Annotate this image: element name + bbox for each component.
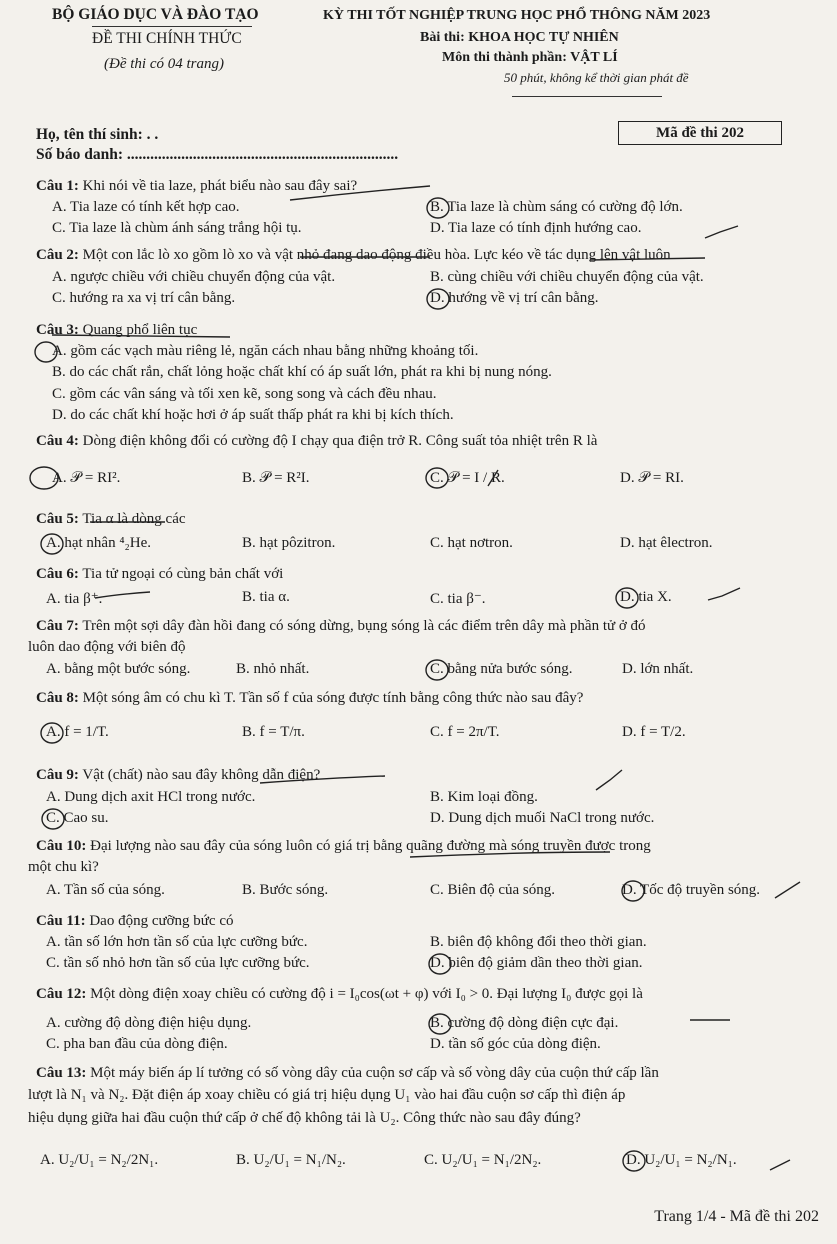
option: B. hạt pôzitron.: [242, 535, 336, 551]
question-number: Câu 9:: [36, 767, 79, 783]
answer-circle: [623, 1151, 645, 1171]
answer-circle: [616, 588, 638, 608]
option: B. Tia laze là chùm sáng có cường độ lớn.: [430, 199, 683, 215]
underline-mark: [590, 258, 705, 260]
option: D. tia X.: [620, 589, 672, 605]
option: B. 𝒫 = R²I.: [242, 470, 310, 486]
question-text: Dao động cưỡng bức có: [85, 913, 234, 929]
question-number: Câu 1:: [36, 178, 79, 194]
answer-circle: [429, 954, 451, 974]
option: A. Tia laze có tính kết hợp cao.: [52, 199, 240, 215]
option: B. cùng chiều với chiều chuyển động của vật.: [430, 269, 704, 285]
option: D. do các chất khí hoặc hơi ở áp suất thấp phát ra khi bị kích thích.: [52, 407, 454, 423]
option: C. pha ban đầu của dòng điện.: [46, 1036, 228, 1052]
answer-circle: [41, 534, 63, 554]
option: B. do các chất rắn, chất lỏng hoặc chất khí có áp suất lớn, phát ra khi bị nung nóng.: [52, 364, 552, 380]
answer-circle: [426, 468, 448, 488]
check-mark: [488, 470, 498, 486]
check-mark: [705, 226, 738, 238]
option: D. lớn nhất.: [622, 661, 694, 677]
option: D. biên độ giảm dần theo thời gian.: [430, 955, 643, 971]
answer-circle: [426, 660, 448, 680]
question-text: Trên một sợi dây đàn hồi đang có sóng dừng, bụng sóng là các điểm trên dây mà phần tử ở đó: [78, 618, 646, 634]
option: A. gồm các vạch màu riêng lẻ, ngăn cách nhau bằng những khoảng tối.: [52, 343, 479, 359]
question-text: Vật (chất) nào sau đây không dẫn điện?: [78, 767, 321, 783]
option: C. Cao su.: [46, 810, 109, 826]
option: D. Tia laze có tính định hướng cao.: [430, 220, 642, 236]
exam-code-box: Mã đề thi 202: [618, 121, 782, 145]
option: B. nhỏ nhất.: [236, 661, 310, 677]
question-number: Câu 4:: [36, 433, 79, 449]
question-number: Câu 11:: [36, 913, 86, 929]
option: C. hạt nơtron.: [430, 535, 513, 551]
option: A. cường độ dòng điện hiệu dụng.: [46, 1015, 252, 1031]
question-number: Câu 10:: [36, 838, 87, 854]
option: D. Tốc độ truyền sóng.: [622, 882, 761, 898]
question-10-cont: một chu kì?: [28, 859, 99, 875]
candidate-id-label: Số báo danh: ......................................................................: [36, 146, 399, 163]
option: A. hạt nhân ⁴₂He.: [46, 535, 152, 551]
ministry-name: BỘ GIÁO DỤC VÀ ĐÀO TẠO: [52, 6, 259, 23]
question-text: Khi nói về tia laze, phát biểu nào sau đây sai?: [78, 178, 358, 194]
time-note: 50 phút, không kể thời gian phát đề: [504, 70, 689, 85]
answer-circle: [427, 289, 449, 309]
underline-mark: [95, 592, 150, 598]
subject-area: Bài thi: KHOA HỌC TỰ NHIÊN: [420, 30, 619, 45]
question-number: Câu 13:: [36, 1065, 87, 1081]
option: C. Biên độ của sóng.: [430, 882, 555, 898]
option: D. 𝒫 = RI.: [620, 470, 684, 486]
underline-mark: [260, 776, 385, 783]
question-number: Câu 8:: [36, 690, 79, 706]
option: C. hướng ra xa vị trí cân bằng.: [52, 290, 236, 306]
underline-mark: [52, 335, 230, 337]
question-text: Một dòng điện xoay chiều có cường độ i = I₀cos(ωt + φ) với I₀ > 0. Đại lượng I₀ được gọi là: [86, 986, 643, 1002]
option: A. tần số lớn hơn tần số của lực cưỡng bức.: [46, 934, 308, 950]
subject-name: Môn thi thành phần: VẬT LÍ: [442, 50, 618, 65]
option: C. bằng nửa bước sóng.: [430, 661, 573, 677]
option: C. f = 2π/T.: [430, 724, 500, 740]
answer-circle: [622, 881, 644, 901]
option: A. tia β⁺.: [46, 591, 103, 607]
option: B. Bước sóng.: [242, 882, 329, 898]
official-label: ĐỀ THI CHÍNH THỨC: [92, 30, 242, 47]
option: C. Tia laze là chùm ánh sáng trắng hội tụ.: [52, 220, 302, 236]
option: A. U₂/U₁ = N₂/2N₁.: [40, 1152, 159, 1168]
option: C. tia β⁻.: [430, 591, 486, 607]
option: B. cường độ dòng điện cực đại.: [430, 1015, 619, 1031]
option: A. 𝒫 = RI².: [52, 470, 121, 486]
answer-circle: [41, 723, 63, 743]
answer-circle: [427, 198, 449, 218]
underline-mark: [290, 186, 430, 200]
page-footer: Trang 1/4 - Mã đề thi 202: [654, 1208, 819, 1225]
option: C. tần số nhỏ hơn tần số của lực cưỡng bức.: [46, 955, 310, 971]
pages-note: (Đề thi có 04 trang): [104, 56, 224, 72]
question-number: Câu 2:: [36, 247, 79, 263]
question-7-cont: luôn dao động với biên độ: [28, 639, 186, 655]
option: A. ngược chiều với chiều chuyển động của vật.: [52, 269, 336, 285]
option: D. U₂/U₁ = N₂/N₁.: [626, 1152, 737, 1168]
question-text: Một máy biến áp lí tưởng có số vòng dây của cuộn sơ cấp và số vòng dây của cuộn thứ cấp lần: [86, 1065, 659, 1081]
option: C. U₂/U₁ = N₁/2N₂.: [424, 1152, 542, 1168]
answer-circle: [35, 342, 57, 362]
question-13-cont: lượt là N₁ và N₂. Đặt điện áp xoay chiều có giá trị hiệu dụng U₁ vào hai đầu cuộn sơ cấp thì điện áp: [28, 1087, 626, 1103]
question-number: Câu 6:: [36, 566, 79, 582]
question-number: Câu 7:: [36, 618, 79, 634]
question-text: Tia α là dòng các: [78, 511, 186, 527]
option: D. tần số góc của dòng điện.: [430, 1036, 601, 1052]
option: A. Tần số của sóng.: [46, 882, 165, 898]
question-number: Câu 12:: [36, 986, 87, 1002]
check-mark: [775, 882, 800, 898]
question-text: Đại lượng nào sau đây của sóng luôn có giá trị bằng quãng đường mà sóng truyền được trong: [86, 838, 651, 854]
question-text: Quang phổ liên tục: [78, 322, 198, 338]
option: A. f = 1/T.: [46, 724, 109, 740]
option: C. gồm các vân sáng và tối xen kẽ, song song và cách đều nhau.: [52, 386, 437, 402]
option: D. hạt êlectron.: [620, 535, 713, 551]
option: A. Dung dịch axit HCl trong nước.: [46, 789, 256, 805]
underline-mark: [410, 852, 610, 857]
question-text: Tia tử ngoại có cùng bản chất với: [78, 566, 284, 582]
exam-title: KỲ THI TỐT NGHIỆP TRUNG HỌC PHỔ THÔNG NĂM 2023: [323, 8, 711, 23]
check-mark: [770, 1160, 790, 1170]
answer-circle: [42, 809, 64, 829]
option: D. f = T/2.: [622, 724, 686, 740]
candidate-name-label: Họ, tên thí sinh: . .: [36, 126, 159, 143]
option: B. U₂/U₁ = N₁/N₂.: [236, 1152, 346, 1168]
option: C. 𝒫 = I / R.: [430, 470, 505, 486]
option: D. Dung dịch muối NaCl trong nước.: [430, 810, 655, 826]
question-text: Dòng điện không đổi có cường độ I chạy qua điện trở R. Công suất tỏa nhiệt trên R là: [78, 433, 598, 449]
option: B. Kim loại đồng.: [430, 789, 538, 805]
question-text: Một sóng âm có chu kì T. Tần số f của sóng được tính bằng công thức nào sau đây?: [78, 690, 584, 706]
option: B. biên độ không đổi theo thời gian.: [430, 934, 647, 950]
question-text: Một con lắc lò xo gồm lò xo và vật nhỏ đang dao động điều hòa. Lực kéo về tác dụng lên vật luôn: [78, 247, 671, 263]
question-number: Câu 3:: [36, 322, 79, 338]
answer-circle: [30, 467, 58, 489]
option: A. bằng một bước sóng.: [46, 661, 191, 677]
check-mark: [708, 588, 740, 600]
answer-circle: [429, 1014, 451, 1034]
check-mark: [596, 770, 622, 790]
option: B. f = T/π.: [242, 724, 305, 740]
question-number: Câu 5:: [36, 511, 79, 527]
question-13-cont2: hiệu dụng giữa hai đầu cuộn thứ cấp ở chế độ không tải là U₂. Công thức nào sau đây đúng?: [28, 1110, 581, 1126]
option: D. hướng về vị trí cân bằng.: [430, 290, 599, 306]
option: B. tia α.: [242, 589, 290, 605]
